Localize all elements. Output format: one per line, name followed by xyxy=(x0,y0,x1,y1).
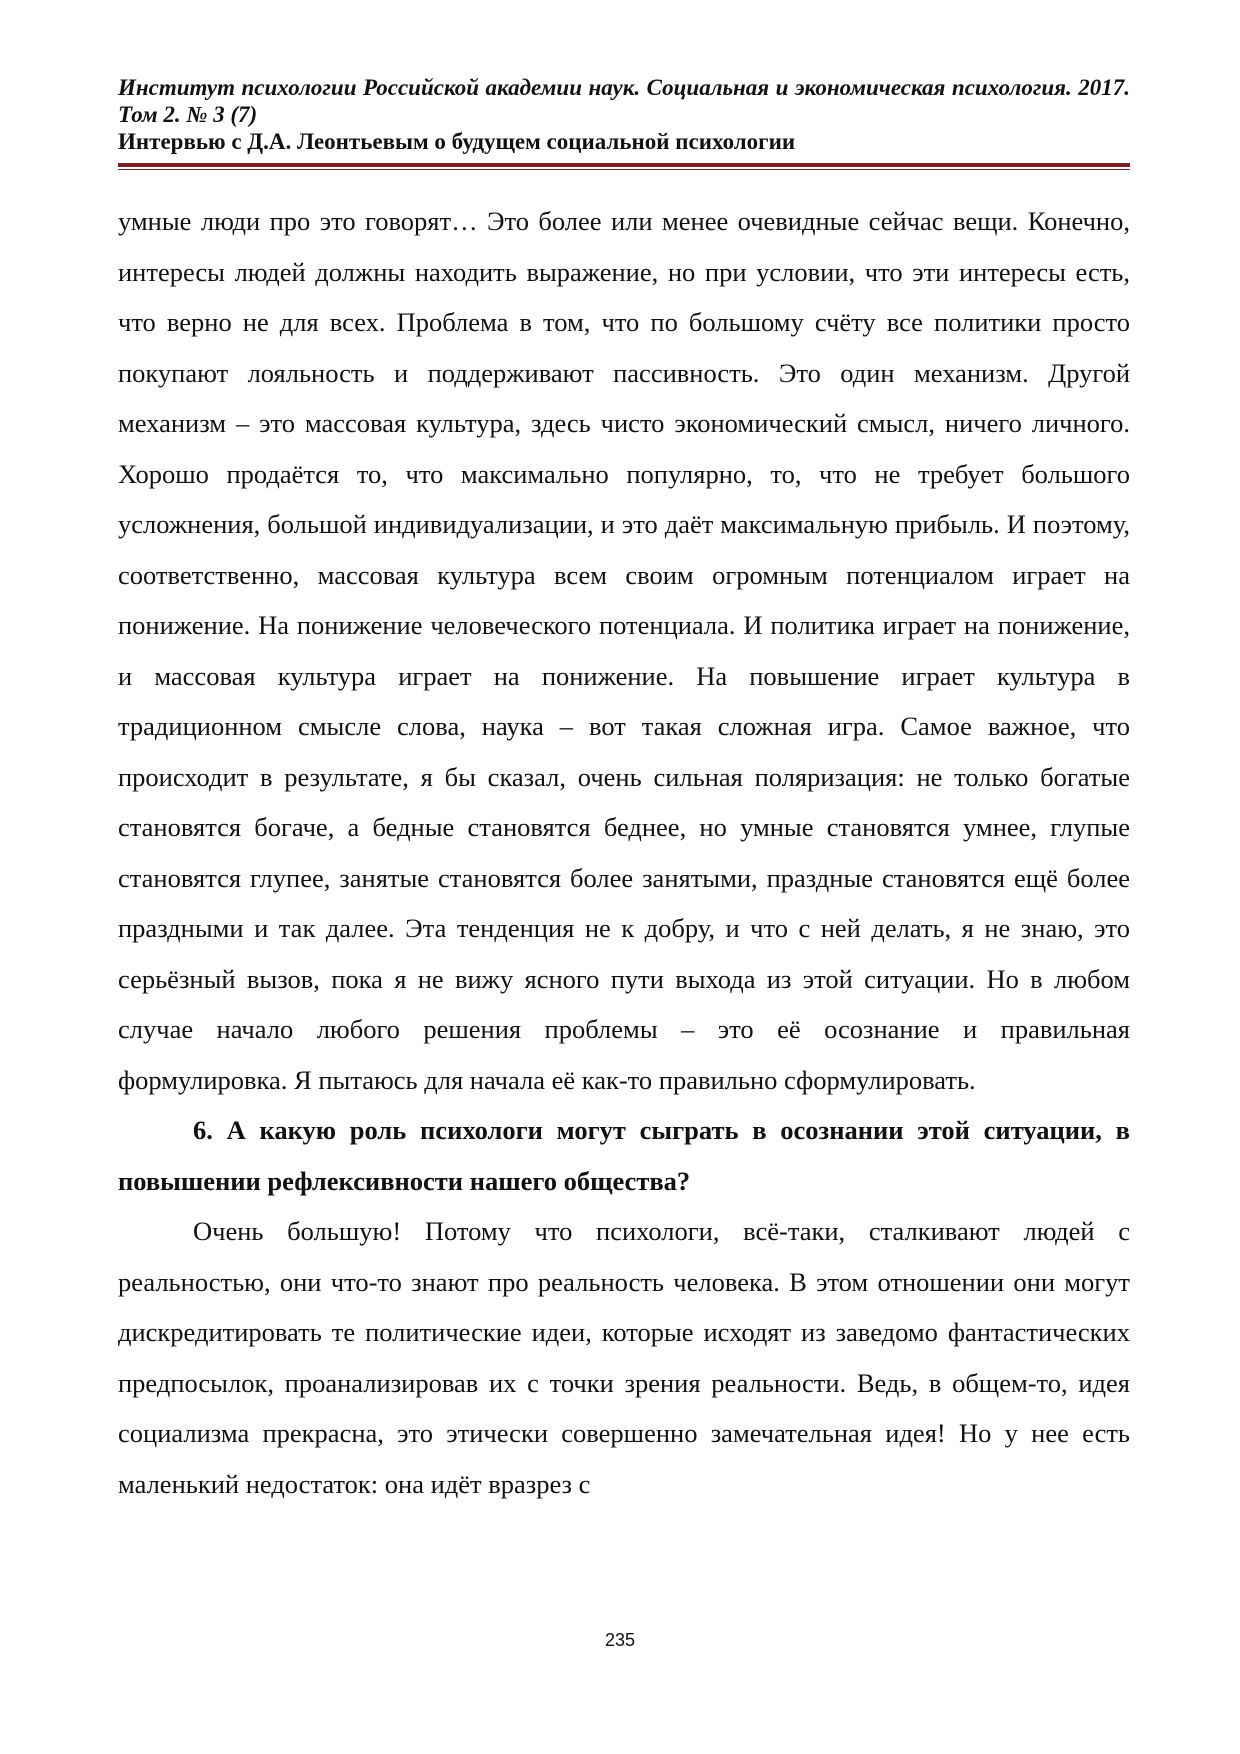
article-body xyxy=(118,196,1130,1509)
body-paragraph: умные люди про это говорят… Это более или менее очевидные сейчас вещи. Конечно, интересы людей должны находить выражение, но при условии, что эти интересы есть, что верно не для всех. Проблема в том, что по большому счёту все политики просто покупают лояльность и поддерживают пассивность. Это один механизм. Другой механизм – это массовая культура, здесь чисто экономический смысл, ничего личного. Хорошо продаётся то, что максимально популярно, то, что не требует большого усложнения, большой индивидуализации, и это даёт максимальную прибыль. И поэтому, соответственно, массовая культура всем своим огромным потенциалом играет на понижение. На понижение человеческого потенциала. И политика играет на понижение, и массовая культура играет на понижение. На повышение играет культура в традиционном смысле слова, наука – вот такая сложная игра. Самое важное, что происходит в результате, я бы сказал, очень сильная поляризация: не только богатые становятся богаче, а бедные становятся беднее, но умные становятся умнее, глупые становятся глупее, занятые становятся более занятыми, праздные становятся ещё более праздными и так далее. Эта тенденция не к добру, и что с ней делать, я не знаю, это серьёзный вызов, пока я не вижу ясного пути выхода из этой ситуации. Но в любом случае начало любого решения проблемы – это её осознание и правильная формулировка. Я пытаюсь для начала её как-то правильно сформулировать. xyxy=(118,206,1130,1095)
running-header xyxy=(118,74,1130,156)
interview-question: 6. А какую роль психологи могут сыграть в осознании этой ситуации, в повышении рефлексивности нашего общества? xyxy=(118,1115,1130,1196)
page-number: 235 xyxy=(604,1630,636,1650)
header-rule-thin xyxy=(118,169,1130,170)
body-paragraph: Очень большую! Потому что психологи, всё-таки, сталкивают людей с реальностью, они что-то знают про реальность человека. В этом отношении они могут дискредитировать те политические идеи, которые исходят из заведомо фантастических предпосылок, проанализировав их с точки зрения реальности. Ведь, в общем-то, идея социализма прекрасна, это этически совершенно замечательная идея! Но у нее есть маленький недостаток: она идёт вразрез с xyxy=(118,1216,1130,1499)
article-title: Интервью с Д.А. Леонтьевым о будущем социальной психологии xyxy=(118,129,796,154)
journal-citation: Институт психологии Российской академии наук. Социальная и экономическая психология. 2017. Том 2. № 3 (7) xyxy=(118,75,1130,127)
header-rule-thick xyxy=(118,163,1130,167)
